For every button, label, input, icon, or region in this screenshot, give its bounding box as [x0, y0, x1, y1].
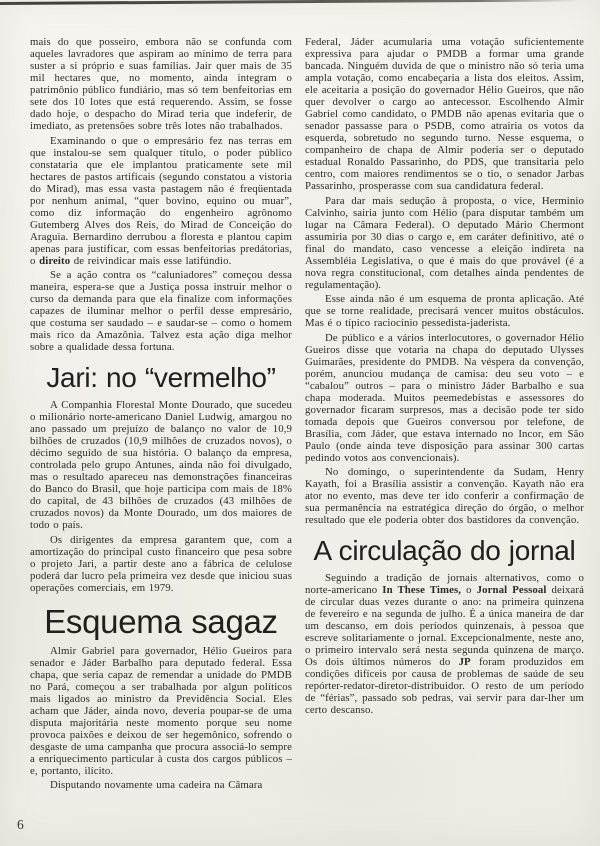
body-paragraph	[30, 534, 292, 594]
text-run: de reivindicar mais esse latifúndio.	[70, 254, 232, 267]
body-paragraph	[305, 195, 584, 291]
text-run: o	[461, 584, 477, 596]
text-run: mais do que posseiro, embora não se confunda com aqueles lavradores que aspiram ao mínimo de terra para suster a si próprio e suas famílias. Jair quer mais de 35 mil hectares que, no momento, ainda integram o patrimônio público fundiário, mas só tem benfeitorias em sete dos 10 lotes que está requerendo. Assim, se fosse dado hoje, o despacho do Mirad teria que indeferir, de imediato, as pretensões sobre três lotes não trabalhados.	[30, 36, 292, 132]
section-headline: A circulação do jornal	[313, 535, 576, 566]
body-paragraph	[305, 332, 584, 464]
text-run: No domingo, o superintendente da Sudam, Henry Kayath, foi a Brasília assistir a convenção. Kayath não era ator no evento, mas deve ter ido conferir a confirmação de sua permanência na estratégica direção do órgão, o melhor resultado que ele poderia obter dos bastidores da convenção.	[305, 466, 584, 526]
bold-text-run: Jornal Pessoal	[476, 584, 547, 596]
text-run: deixará de circular duas vezes durante o ano: na primeira quinzena de fevereiro e na segunda de julho. É a única maneira de dar um descanso, em dois períodos quinzenais, à pessoa que escreve solitariamente o jornal. Excepcionalmente, neste ano, o primeiro intervalo será nesta segunda quinzena de março. Os dois últimos números do	[305, 584, 585, 668]
text-run: Disputando novamente uma cadeira na Câmara	[50, 779, 263, 791]
text-run: Esse ainda não é um esquema de pronta aplicação. Até que se torne realidade, precisará vencer muitos obstáculos. Mas é o típico raciocínio pessedista-jaderista.	[305, 293, 584, 329]
left-column	[30, 36, 292, 794]
section-headline: Jari: no “vermelho”	[46, 362, 276, 393]
body-paragraph	[30, 36, 292, 132]
body-paragraph	[30, 399, 292, 531]
body-paragraph	[30, 779, 292, 791]
article-columns	[30, 36, 584, 794]
bold-text-run: direito	[39, 254, 71, 267]
body-paragraph	[305, 466, 584, 526]
body-paragraph	[30, 269, 292, 353]
body-paragraph	[305, 293, 584, 329]
text-run: A Companhia Florestal Monte Dourado, que sucedeu o milionário norte-americano Daniel Ludwig, amargou no ano passado um prejuízo de balanço no valor de 10,9 bilhões de cruzados (10,9 milhões de cruzados novos), o décimo seguido de sua história. O balanço da empresa, controlada pelo grupo Antunes, ainda não foi divulgado, mas o resultado apareceu nas demonstrações financeiras do Banco do Brasil, que hoje participa com mais de 18% do capital, de 43 bilhões de cruzados (43 milhões de cruzados novos) da Monte Dourado, um dos maiores de todo o país.	[30, 399, 292, 531]
text-run: Federal, Jáder acumularia uma votação suficientemente expressiva para ajudar o PMDB a formar uma grande bancada. Ninguém duvida de que o ministro não só teria uma ampla votação, como encabeçaria a lista dos eleitos. Assim, ele aceitaria a posição do governador Hélio Gueiros, que não quer devolver o cargo ao antecessor. Escolhendo Almir Gabriel como candidato, o PMDB não apenas evitaria que o senador passasse para o PSDB, como atrairia os votos da esquerda, sobretudo no segundo turno. Nesse esquema, o companheiro de chapa de Almir poderia ser o deputado estadual Ronaldo Passarinho, do PDS, que transitaria pelo centro, com maiores rendimentos se o tio, o senador Jarbas Passarinho, prosperasse com sua candidatura federal.	[305, 36, 584, 192]
text-run: foram produzidos em condições difíceis por causa de problemas de saúde de seu repórter-redator-diretor-distribuidor. O resto de um período de “férias”, passado sob pedras, vai servir para dar-lher um certo descanso.	[305, 656, 584, 716]
text-run: De público e a vários interlocutores, o governador Hélio Gueiros disse que votaria na chapa do deputado Ulysses Guimarães, presidente do PMDB. Na véspera da convenção, porém, anunciou mudança de camisa: deu seu voto – e “cabalou” outros – para o ministro Jáder Barbalho e sua chapa moderada. Muitos peemedebistas e assessores do governador ficaram surpresos, mas a decisão pode ter sido tomada depois que Gueiros conversou por telefone, de Brasília, com Jáder, que estava internado no Incor, em São Paulo (onde ainda teve disposição para assinar 300 cartas pedindo votos aos convencionais).	[305, 331, 584, 464]
text-run: Para dar mais sedução à proposta, o vice, Herminio Calvinho, sairia junto com Hélio (para disputar também um lugar na Câmara Federal). O deputado Mário Chermont assumiria por 30 dias o cargo e, em caráter definitivo, até o final do mandato, caso vencesse a eleição indireta na Assembléia Legislativa, o que é mais do que provável (é a nova regra constitucional, com detalhes ainda pendentes de regulamentação).	[305, 194, 584, 291]
text-run: Seguindo a tradição de jornais alternativos, como o norte-americano	[305, 572, 584, 596]
section-headline: Esquema sagaz	[44, 602, 278, 640]
text-run: Os dirigentes da empresa garantem que, com a amortização do principal custo financeiro que pesa sobre o projeto Jari, a partir deste ano a fábrica de celulose poderá dar lucro pela primeira vez desde que iniciou suas operações comerciais, em 1979.	[30, 533, 292, 594]
page-number: 6	[17, 817, 24, 832]
text-run: Se a ação contra os “caluniadores” começou dessa maneira, espera-se que a Justiça possa instruir melhor o curso da demanda para que ela finalize com informações capazes de iluminar melhor o perfil desse empresário, que costuma ser saudado – e saudar-se – como o homem mais rico da Amazônia. Talvez esta ação diga melhor sobre a qualidade dessa fortuna.	[30, 269, 292, 353]
bold-text-run: In These Times,	[382, 584, 462, 596]
bold-text-run: JP	[458, 656, 471, 668]
body-paragraph	[30, 645, 292, 777]
body-paragraph	[30, 135, 292, 267]
text-run: Examinando o que o empresário fez nas terras em que instalou-se sem qualquer título, o poder público constataria que ele implantou praticamente sete mil hectares de pastos artificais (segundo constatou a vistoria do Mirad), mas essa vasta pastagem não é freqüentada por nenhum animal, “quer bovino, equino ou muar”, como diz informação do engenheiro agrônomo Gutemberg Alves dos Reis, do Mirad de Conceição do Araguia. Bernardino derrubou a floresta e plantou capim apenas para justificar, com essas benfeitorias predátorias, o	[30, 134, 292, 267]
body-paragraph	[305, 36, 584, 192]
text-run: Almir Gabriel para governador, Hélio Gueiros para senador e Jáder Barbalho para deputado federal. Essa chapa, que seria capaz de remendar a unidade do PMDB no Pará, começou a ser trabalhada por algun políticos mais ligados ao ministro da Previdência Social. Eles acham que Jáder, ainda novo, deveria poupar-se de uma disputa majoritária neste momento porque seu nome provoca paixões e deixou de ser hegemônico, sofrendo o desgaste de uma campanha que procura associá-lo sempre a enriquecimento particular à custa dos cargos públicos – e, portanto, ilícito.	[30, 644, 292, 777]
scan-artifact-top-edge	[0, 0, 600, 5]
body-paragraph	[305, 572, 584, 716]
right-column	[305, 36, 584, 794]
